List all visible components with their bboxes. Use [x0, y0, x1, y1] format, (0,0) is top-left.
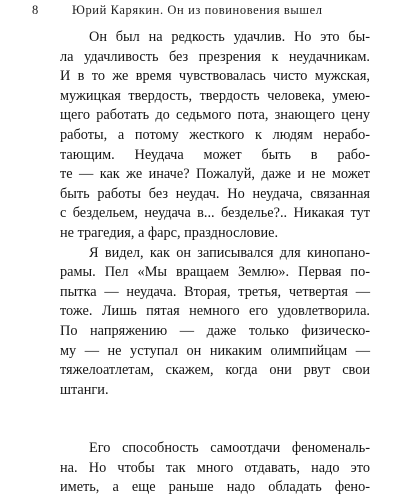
running-head: [32, 3, 408, 19]
text-line: штанги.: [60, 381, 109, 398]
text-line: тоже. Лишь пятая немного его удовлетворила.: [60, 303, 370, 320]
paragraph-3: [60, 439, 370, 498]
text-line: По напряжению — даже только физическо-: [60, 322, 370, 339]
text-line: иметь, а еще раньше надо обладать фено-: [60, 479, 370, 496]
text-line: рамы. Пел «Мы вращаем Землю». Первая по-: [60, 264, 370, 281]
text-line: быть работы без неудач. Но неудача, связанная: [60, 185, 370, 202]
text-line: щего работать до седьмого пота, знающего цену: [60, 107, 370, 124]
text-line: с бездельем, неудача в... безделье?.. Никакая тут: [60, 205, 370, 222]
paragraph-2: [60, 244, 370, 401]
running-title: Юрий Карякин. Он из повиновения вышел: [72, 3, 323, 17]
text-line: му — не уступал он никаким олимпийцам —: [60, 342, 370, 359]
text-line: И в то же время чувствовалась чисто мужская,: [60, 68, 370, 85]
text-line: Я видел, как он записывался для кинопано-: [89, 244, 370, 261]
text-line: те — как же иначе? Пожалуй, даже и не может: [60, 166, 370, 183]
page-number: 8: [32, 3, 39, 17]
text-line: работы, а потому жесткого к людям нерабо-: [60, 126, 370, 143]
text-line: тающим. Неудача может быть в рабо-: [60, 146, 370, 163]
text-line: пытка — неудача. Вторая, третья, четвертая —: [60, 283, 370, 300]
text-line: на. Но чтобы так много отдавать, надо это: [60, 459, 370, 476]
body-text: [60, 28, 370, 498]
text-line: мужицкая твердость, твердость человека, умею-: [60, 87, 370, 104]
text-line: Он был на редкость удачлив. Но это бы-: [89, 29, 370, 45]
text-line: не трагедия, а фарс, празднословие.: [60, 224, 279, 241]
paragraph-1: [60, 28, 370, 244]
text-line: Его способность самоотдачи феноменаль-: [89, 440, 370, 457]
text-line: ла удачливость без презрения к неудачникам.: [60, 48, 370, 65]
text-line: тяжелоатлетам, скажем, когда они рвут свои: [60, 362, 370, 379]
